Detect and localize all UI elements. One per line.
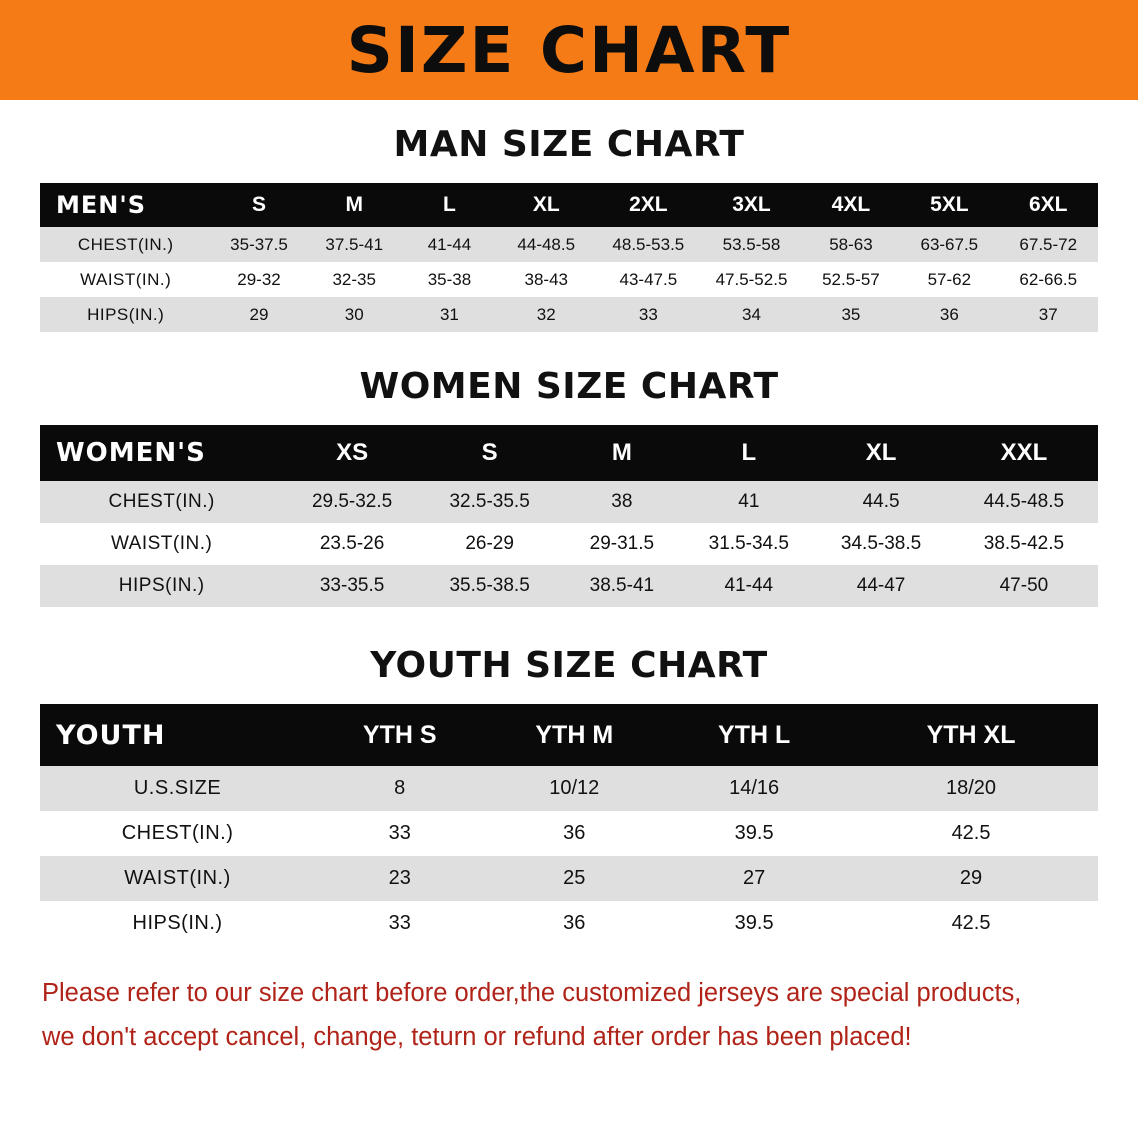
table-cell: 14/16 [729, 777, 780, 799]
table-row [40, 262, 1098, 297]
table-cell: 29.5-32.5 [311, 491, 393, 512]
table-cell: 18/20 [946, 777, 997, 799]
table-cell: 29-31.5 [589, 533, 655, 554]
table-cell: 29 [959, 867, 983, 889]
column-header: YTH L [718, 720, 791, 749]
table-cell: 47.5-52.5 [715, 269, 788, 289]
table-cell: 35.5-38.5 [449, 575, 530, 596]
table-cell: 38.5-41 [589, 575, 655, 596]
column-header: L [741, 439, 757, 466]
table-cell: 44-48.5 [517, 234, 576, 254]
table-cell: 41-44 [427, 234, 472, 254]
table-header-row [40, 183, 1098, 227]
column-header: 2XL [629, 193, 668, 216]
column-header: 3XL [732, 193, 771, 216]
row-label: WAIST(IN.) [110, 533, 213, 554]
table-cell: 33-35.5 [319, 575, 385, 596]
row-label: CHEST(IN.) [77, 234, 174, 254]
column-header: S [481, 439, 498, 466]
table-cell: 35-38 [427, 269, 472, 289]
table-cell: 29 [249, 304, 269, 324]
table-row [40, 766, 1098, 811]
row-label: U.S.SIZE [133, 777, 222, 799]
row-label: CHEST(IN.) [121, 822, 234, 844]
table-cell: 23 [388, 867, 411, 889]
column-header: 5XL [930, 193, 969, 216]
row-label: HIPS(IN.) [132, 912, 223, 934]
column-header: XL [865, 439, 897, 466]
table-cell: 58-63 [829, 234, 873, 254]
women-size-table [40, 425, 1098, 607]
women-section-title: WOMEN SIZE CHART [359, 366, 779, 407]
table-cell: 26-29 [465, 533, 514, 554]
table-cell: 48.5-53.5 [612, 234, 685, 254]
youth-size-table [40, 704, 1098, 946]
table-cell: 39.5 [734, 822, 774, 844]
table-cell: 37.5-41 [325, 234, 384, 254]
table-cell: 35 [841, 304, 861, 324]
table-cell: 36 [563, 822, 586, 844]
man-table-wrap [0, 183, 1138, 332]
column-header: XL [532, 193, 560, 216]
table-row [40, 523, 1098, 565]
column-header: 4XL [831, 193, 871, 216]
table-cell: 52.5-57 [822, 269, 880, 289]
column-header: WOMEN'S [56, 438, 206, 468]
column-header: XS [336, 439, 369, 466]
table-row [40, 481, 1098, 523]
table-header-row [40, 704, 1098, 766]
row-label: HIPS(IN.) [87, 304, 165, 324]
table-cell: 38-43 [524, 269, 568, 289]
table-cell: 33 [638, 304, 658, 324]
table-cell: 47-50 [999, 575, 1049, 596]
table-cell: 41-44 [724, 575, 774, 596]
table-cell: 38 [611, 491, 633, 512]
man-section-title: MAN SIZE CHART [393, 124, 745, 165]
column-header: YTH M [535, 720, 614, 749]
row-label: WAIST(IN.) [124, 867, 231, 889]
women-table-wrap [0, 425, 1138, 607]
column-header: L [443, 193, 456, 216]
page-title: SIZE CHART [346, 13, 792, 87]
table-cell: 29-32 [237, 269, 281, 289]
table-cell: 42.5 [951, 822, 991, 844]
policy-note-line1: Please refer to our size chart before order,the customized jerseys are special products, [42, 979, 1022, 1007]
table-row [40, 811, 1098, 856]
row-label: HIPS(IN.) [118, 575, 205, 596]
policy-note-line2: we don't accept cancel, change, teturn or refund after order has been placed! [42, 1022, 912, 1051]
table-cell: 36 [939, 304, 959, 324]
table-cell: 37 [1038, 304, 1058, 324]
table-cell: 35-37.5 [230, 234, 288, 254]
table-cell: 67.5-72 [1019, 234, 1078, 254]
table-cell: 44.5-48.5 [983, 491, 1065, 512]
table-cell: 31 [439, 304, 459, 324]
table-cell: 30 [344, 304, 364, 324]
table-cell: 53.5-58 [722, 234, 781, 254]
policy-note [0, 972, 1138, 1060]
column-header: M [611, 439, 632, 466]
table-cell: 34 [742, 304, 761, 324]
table-cell: 10/12 [549, 777, 600, 799]
table-cell: 33 [388, 822, 411, 844]
table-cell: 32 [536, 304, 556, 324]
column-header: YTH S [362, 720, 437, 749]
table-row [40, 901, 1098, 946]
table-cell: 31.5-34.5 [708, 533, 789, 554]
table-cell: 63-67.5 [920, 234, 979, 254]
table-cell: 36 [563, 912, 586, 934]
table-cell: 42.5 [951, 912, 991, 934]
header-banner [0, 0, 1138, 100]
table-cell: 23.5-26 [319, 533, 385, 554]
column-header: XXL [1000, 439, 1048, 466]
table-cell: 32.5-35.5 [449, 491, 530, 512]
youth-table-wrap [0, 704, 1138, 946]
table-cell: 8 [394, 777, 406, 799]
table-cell: 32-35 [332, 269, 376, 289]
row-label: WAIST(IN.) [80, 269, 172, 289]
column-header: YOUTH [56, 719, 166, 751]
table-cell: 62-66.5 [1019, 269, 1078, 289]
table-cell: 57-62 [927, 269, 972, 289]
column-header: YTH XL [926, 720, 1016, 749]
table-cell: 33 [388, 912, 411, 934]
table-header-row [40, 425, 1098, 481]
table-row [40, 297, 1098, 332]
table-cell: 39.5 [734, 912, 774, 934]
man-size-table [40, 183, 1098, 332]
table-cell: 34.5-38.5 [840, 533, 922, 554]
table-row [40, 565, 1098, 607]
table-cell: 44.5 [862, 491, 900, 512]
column-header: 6XL [1029, 193, 1068, 216]
table-cell: 44-47 [856, 575, 906, 596]
column-header: M [345, 193, 363, 216]
table-cell: 43-47.5 [619, 269, 678, 289]
column-header: S [251, 193, 266, 216]
column-header: MEN'S [56, 191, 146, 219]
youth-section-title: YOUTH SIZE CHART [370, 645, 768, 686]
row-label: CHEST(IN.) [108, 491, 215, 512]
table-cell: 38.5-42.5 [983, 533, 1065, 554]
table-cell: 41 [738, 491, 760, 512]
table-row [40, 856, 1098, 901]
table-cell: 25 [563, 867, 586, 889]
table-cell: 27 [743, 867, 766, 889]
table-row [40, 227, 1098, 262]
